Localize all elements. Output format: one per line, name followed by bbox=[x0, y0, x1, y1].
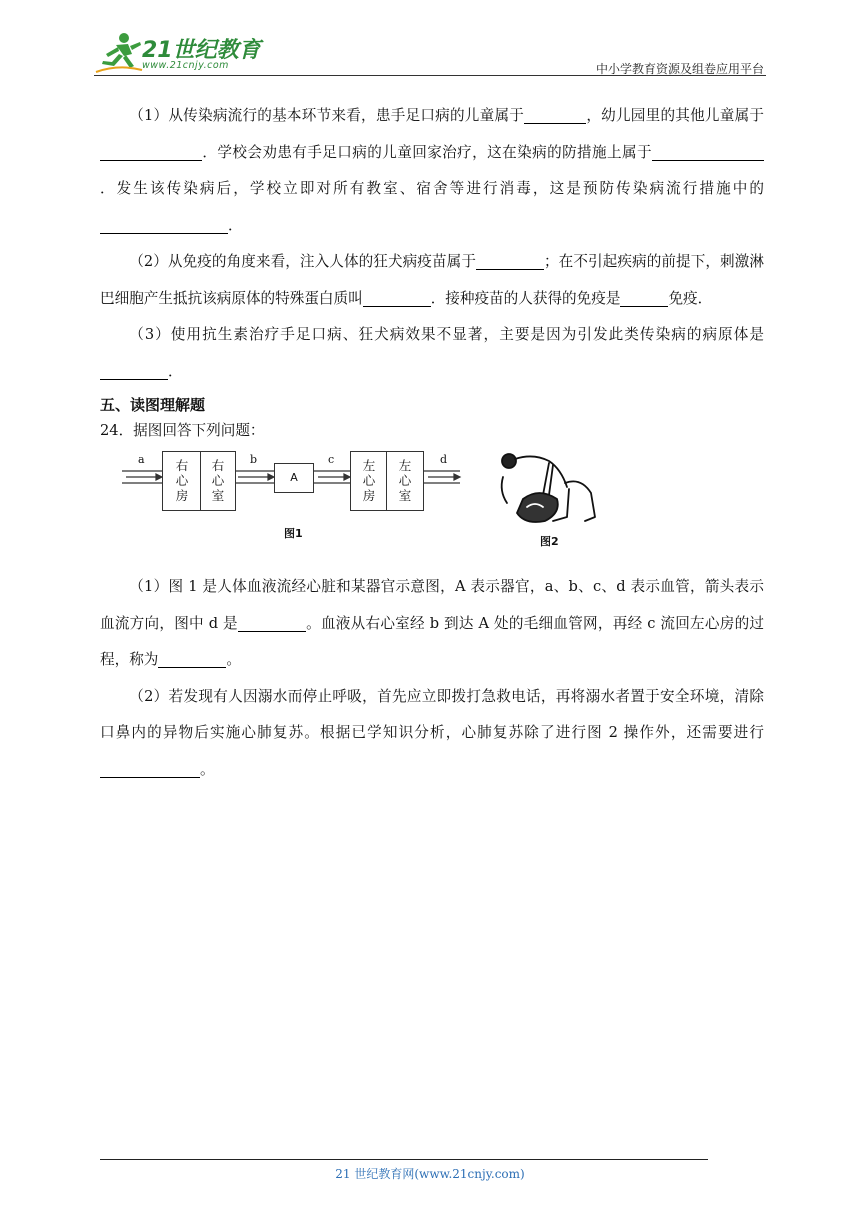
answer-blank[interactable] bbox=[524, 105, 586, 124]
q23-part1: （1）从传染病流行的基本环节来看，患手足口病的儿童属于 ，幼儿园里的其他儿童属于．学校会劝患有手足口病的儿童回家治疗，这在染病的防措施上属于．发生该传染病后，学校立即对所有教室、宿舍等进行消毒，这是预防传染病流行措施中的． bbox=[100, 107, 764, 234]
left-atrium-box bbox=[350, 451, 388, 511]
answer-blank[interactable] bbox=[363, 288, 431, 307]
q24-part2: （2）若发现有人因溺水而停止呼吸，首先应立即拨打急救电话，再将溺水者置于安全环境，清除口鼻内的异物后实施心肺复苏。根据已学知识分析，心肺复苏除了进行图 2 操作外，还需要进行。 bbox=[100, 687, 764, 778]
figure-1-caption: 图1 bbox=[284, 527, 303, 540]
figure-1-blood-circulation-diagram bbox=[122, 455, 468, 545]
q24-part1: （1）图 1 是人体血液流经心脏和某器官示意图，A 表示器官，a、b、c、d 表示血管，箭头表示血流方向，图中 d 是 。血液从右心室经 b 到达 A 处的毛细血管网，再经 c 流回左心房的过程，称为 。 bbox=[100, 578, 765, 668]
section-title: 五、读图理解题 bbox=[100, 396, 206, 414]
right-ventricle-label: 右心室 bbox=[211, 458, 225, 503]
left-atrium-label: 左心房 bbox=[362, 458, 376, 503]
page-header bbox=[94, 30, 766, 78]
vessel-label-a: a bbox=[138, 453, 145, 466]
figure-2-caption: 图2 bbox=[540, 535, 559, 548]
footer-text[interactable]: 21 世纪教育网(www.21cnjy.com) bbox=[335, 1167, 525, 1181]
answer-blank[interactable] bbox=[100, 142, 202, 161]
vessel-label-d: d bbox=[440, 453, 448, 466]
footer-divider bbox=[100, 1159, 708, 1160]
answer-blank[interactable] bbox=[652, 142, 764, 161]
answer-blank[interactable] bbox=[100, 361, 168, 380]
question-24-stem: 24．据图回答下列问题： bbox=[100, 422, 265, 439]
vessel-label-b: b bbox=[250, 453, 258, 466]
right-atrium-label: 右心房 bbox=[175, 458, 189, 503]
header-divider bbox=[94, 75, 766, 76]
organ-a-box bbox=[274, 463, 314, 493]
answer-blank[interactable] bbox=[620, 288, 668, 307]
figure-2-cpr-illustration bbox=[495, 447, 607, 547]
answer-blank[interactable] bbox=[100, 759, 200, 778]
cpr-figure-icon bbox=[495, 447, 607, 535]
answer-blank[interactable] bbox=[158, 649, 226, 668]
document-body bbox=[100, 98, 764, 788]
q23-part3: （3）使用抗生素治疗手足口病、狂犬病效果不显著，主要是因为引发此类传染病的病原体是． bbox=[100, 317, 764, 390]
left-ventricle-label: 左心室 bbox=[398, 458, 412, 503]
vessel-label-c: c bbox=[328, 453, 335, 466]
q23-part2: （2）从免疫的角度来看，注入人体的狂犬病疫苗属于 ；在不引起疾病的前提下，刺激淋巴细胞产生抵抗该病原体的特殊蛋白质叫 ．接种疫苗的人获得的免疫是 免疫． bbox=[100, 253, 764, 307]
logo-text: 21世纪教育 bbox=[142, 38, 261, 63]
answer-blank[interactable] bbox=[476, 251, 544, 270]
right-ventricle-box bbox=[200, 451, 236, 511]
answer-blank[interactable] bbox=[100, 215, 228, 234]
answer-blank[interactable] bbox=[238, 613, 306, 632]
right-atrium-box bbox=[162, 451, 202, 511]
header-slogan: 中小学教育资源及组卷应用平台 bbox=[595, 62, 764, 76]
left-ventricle-box bbox=[386, 451, 424, 511]
organ-a-label: A bbox=[290, 471, 298, 484]
logo-url: www.21cnjy.com bbox=[142, 60, 229, 71]
figures bbox=[100, 447, 764, 569]
runner-icon bbox=[94, 30, 144, 76]
logo bbox=[94, 30, 264, 76]
